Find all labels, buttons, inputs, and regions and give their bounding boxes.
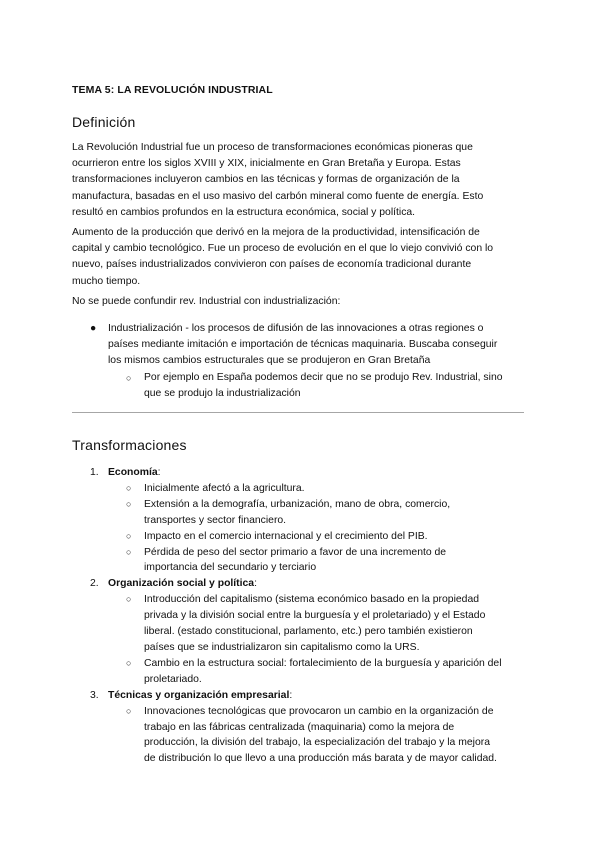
sub-bullet-marker: ○: [126, 546, 132, 557]
item-title-colon: :: [289, 689, 293, 701]
text-line: Inicialmente afectó a la agricultura.: [144, 482, 305, 494]
transformacion-subitem: [72, 704, 532, 768]
text-line: nuevo, países industrializados convivieron con países de economía tradicional durante: [72, 259, 472, 271]
text-line: ocurrieron entre los siglos XVIII y XIX, inicialmente en Gran Bretaña y Europa. Estas: [72, 158, 461, 170]
item-title-colon: :: [157, 467, 161, 478]
text-line: proletariado.: [144, 673, 202, 685]
text-line: manufactura, basadas en el uso masivo del carbón mineral como fuente de energía. Esto: [72, 190, 484, 202]
text-line: privada y la división social entre la burguesía y el proletariado) y el Estado: [144, 610, 486, 622]
sub-bullet-marker: ○: [126, 530, 132, 541]
transformaciones-list: [72, 465, 532, 767]
transformacion-subitem: [72, 592, 532, 656]
text-line: Pérdida de peso del sector primario a favor de una incremento de: [144, 546, 447, 558]
text-line: transformaciones incluyeron cambios en las técnicas y formas de organización de la: [72, 174, 460, 186]
text-line: que se produjo la industrialización: [144, 387, 301, 399]
transformacion-subitem: [72, 497, 532, 529]
text-line: Extensión a la demografía, urbanización, mano de obra, comercio,: [144, 498, 451, 510]
sub-bullet-marker: ○: [126, 482, 132, 493]
text-line: resultó en cambios profundos en la estructura económica, social y política.: [72, 206, 416, 218]
sub-bullet-marker: ○: [126, 372, 132, 383]
sub-bullet-marker: ○: [126, 498, 132, 509]
item-title-line: [108, 576, 532, 592]
text-line: países mediante imitación e importación de técnicas maquinaria. Buscaba conseguir: [108, 339, 498, 351]
tema-title: TEMA 5: LA REVOLUCIÓN INDUSTRIAL: [72, 84, 273, 96]
item-title-colon: :: [254, 578, 257, 590]
bullet-item-industrializacion: [72, 321, 542, 370]
definicion-paragraph-1: [72, 140, 532, 221]
item-title-line: [108, 688, 532, 704]
text-line: capital y cambio tecnológico. Fue un proceso de evolución en el que lo viejo convivió con lo: [72, 243, 494, 255]
text-line: liberal. (estado constitucional, parlamento, etc.) pero también existieron: [144, 626, 473, 638]
bullet-list: [72, 321, 542, 402]
text-line: transportes y sector financiero.: [144, 514, 287, 526]
list-number: 2.: [90, 578, 99, 590]
item-title: Técnicas y organización empresarial: [108, 689, 290, 701]
definicion-heading: Definición: [72, 114, 136, 130]
text-line: Aumento de la producción que derivó en la mejora de la productividad, intensificación de: [72, 227, 480, 238]
text-line: Introducción del capitalismo (sistema económico basado en la propiedad: [144, 594, 480, 606]
transformacion-subitem: [72, 656, 532, 688]
text-line: Por ejemplo en España podemos decir que no se produjo Rev. Industrial, sino: [144, 371, 503, 383]
text-line: trabajo en las fábricas centralizada (maquinaria) como la mejora de: [144, 721, 455, 733]
transformaciones-heading: Transformaciones: [72, 437, 187, 453]
text-line: Cambio en la estructura social: fortalecimiento de la burguesía y aparición del: [144, 657, 502, 669]
sub-bullet-marker: ○: [126, 657, 132, 668]
sub-bullet-marker: ○: [126, 594, 132, 605]
text-line: los mismos cambios estructurales que se produjeron en Gran Bretaña: [108, 355, 431, 367]
text-line: países que se industrializaron sin capitalismo como la URS.: [144, 641, 420, 653]
text-line: de distribución lo que llevo a una producción más barata y de mayor calidad.: [144, 753, 497, 765]
item-title: Organización social y política: [108, 578, 255, 590]
text-line: No se puede confundir rev. Industrial con industrialización:: [72, 296, 341, 307]
text-line: Impacto en el comercio internacional y el crecimiento del PIB.: [144, 530, 428, 542]
definicion-paragraph-2: [72, 225, 532, 290]
bullet-subitem: [72, 370, 542, 402]
transformacion-item: [72, 688, 532, 704]
transformacion-subitem: [72, 545, 532, 577]
text-line: importancia del secundario y terciario: [144, 562, 317, 574]
item-title: Economía: [108, 467, 158, 478]
bullet-marker: ●: [90, 323, 97, 334]
transformacion-item: [72, 465, 532, 481]
text-line: La Revolución Industrial fue un proceso de transformaciones económicas pioneras que: [72, 142, 473, 153]
transformacion-item: [72, 576, 532, 592]
horizontal-divider: [72, 412, 524, 413]
text-line: Innovaciones tecnológicas que provocaron un cambio en la organización de: [144, 705, 494, 717]
text-line: producción, la división del trabajo, la especialización del trabajo y la mejora: [144, 737, 490, 749]
list-number: 1.: [90, 467, 99, 478]
definicion-paragraph-3: [72, 294, 532, 310]
text-line: Industrialización - los procesos de difusión de las innovaciones a otras regiones o: [108, 323, 484, 334]
sub-bullet-marker: ○: [126, 705, 132, 716]
transformacion-subitem: [72, 529, 532, 545]
list-number: 3.: [90, 689, 99, 701]
transformacion-subitem: [72, 481, 532, 497]
text-line: mucho tiempo.: [72, 275, 141, 287]
item-title-line: [108, 465, 532, 481]
